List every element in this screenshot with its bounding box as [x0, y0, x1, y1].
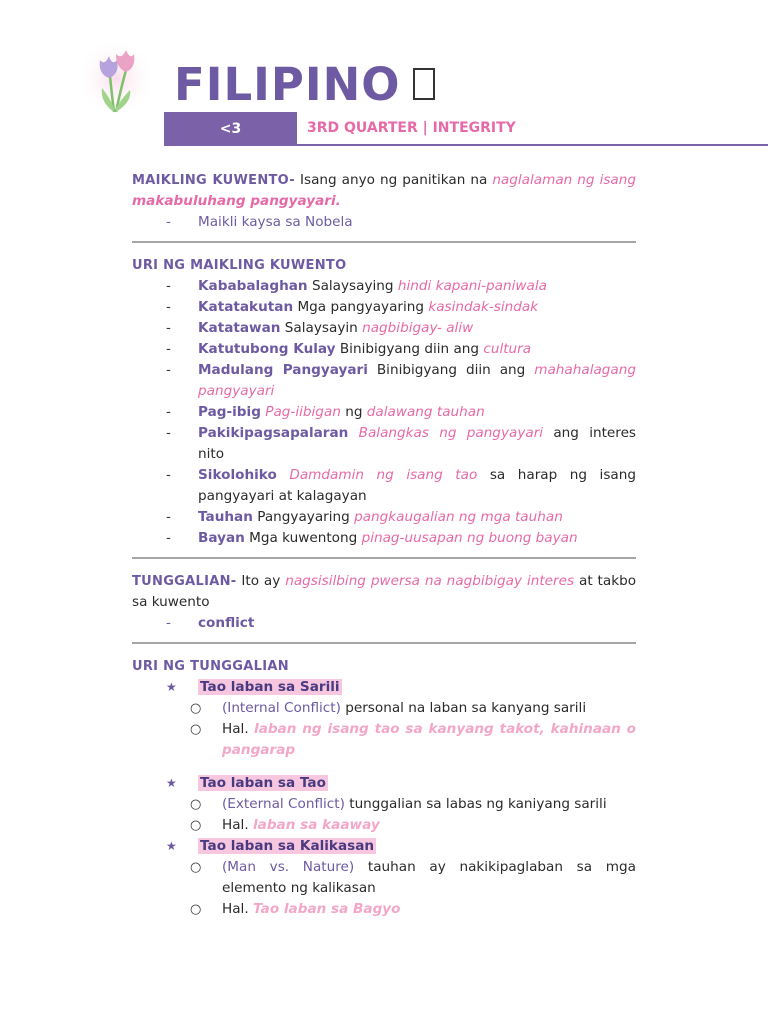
list-item: - conflict [166, 615, 255, 631]
star-icon: ★ [166, 776, 177, 790]
bullet-dash: - [166, 299, 171, 315]
page-header [0, 0, 768, 150]
plain-text: ng [345, 404, 363, 420]
header-band-right: 3RD QUARTER | INTEGRITY [297, 112, 768, 146]
list-item [132, 339, 636, 360]
list-item-text [198, 276, 636, 297]
tunggalian-type-title [198, 773, 636, 794]
list-item [132, 402, 636, 423]
term: Kababalaghan [198, 278, 308, 294]
plain-text: Mga pangyayaring [297, 299, 425, 315]
divider [132, 557, 636, 559]
tunggalian-type [132, 773, 636, 794]
list-item [132, 360, 636, 402]
pink-text: hindi kapani-paniwala [397, 278, 547, 294]
section-heading: URI NG MAIKLING KUWENTO [132, 258, 347, 273]
bullet-dash: - [166, 362, 171, 378]
circle-bullet-icon: ○ [190, 701, 202, 716]
bullet-dash: - [166, 341, 171, 357]
bullet-dash: - [166, 530, 171, 546]
highlight-title: Tao laban sa Tao [200, 775, 326, 791]
list-item-text [198, 465, 636, 507]
pink-text: pangkaugalian ng mga tauhan [354, 509, 563, 525]
star-icon: ★ [166, 839, 177, 853]
conflict-label: (Internal Conflict) [222, 700, 341, 716]
plain-text: sa harap ng isang pangyayari at kalagayan [198, 467, 636, 504]
divider [132, 642, 636, 644]
list-item [132, 318, 636, 339]
term: Pag-ibig [198, 404, 261, 420]
circle-bullet-icon: ○ [190, 860, 202, 875]
uri-tunggalian-list [132, 677, 636, 920]
pink-text: cultura [483, 341, 532, 357]
plain-text: tauhan ay nakikipaglaban sa mga elemento ng kalikasan [222, 859, 636, 896]
plain-text: Binibigyang diin ang [376, 362, 526, 378]
sub-item [132, 698, 636, 719]
pink-text: kasindak-sindak [428, 299, 539, 315]
uri-kuwento-list [132, 276, 636, 549]
pink-text: pinag-uusapan ng buong bayan [361, 530, 578, 546]
term: Katatakutan [198, 299, 294, 315]
list-item-text [198, 507, 636, 528]
circle-bullet-icon: ○ [190, 797, 202, 812]
plain-text: Salaysaying [311, 278, 394, 294]
spacer [132, 761, 636, 773]
bullet-dash: - [166, 509, 171, 525]
missing-glyph-icon [413, 68, 435, 100]
list-item: - Maikli kaysa sa Nobela [166, 214, 353, 230]
circle-bullet-icon: ○ [190, 902, 202, 917]
document-body [132, 170, 636, 920]
circle-bullet-icon: ○ [190, 722, 202, 737]
tunggalian-type [132, 677, 636, 698]
list-item-text [198, 339, 636, 360]
list-item [132, 528, 636, 549]
sub-item [132, 794, 636, 815]
sub-item [132, 815, 636, 836]
term: Bayan [198, 530, 245, 546]
sub-item-text [222, 719, 636, 761]
example-text: laban sa kaaway [252, 817, 380, 833]
hal-label: Hal. [222, 817, 249, 833]
sub-item-text [222, 899, 636, 920]
term: Katutubong Kulay [198, 341, 336, 357]
section-heading: URI NG TUNGGALIAN [132, 659, 289, 674]
plain-text: Salaysayin [284, 320, 358, 336]
term: Pakikipagsapalaran [198, 425, 349, 441]
sub-item-text [222, 698, 636, 719]
bullet-dash: - [166, 278, 171, 294]
star-icon: ★ [166, 680, 177, 694]
header-band-left: <3 [164, 112, 297, 146]
example-text: Tao laban sa Bagyo [252, 901, 401, 917]
list-item-text [198, 297, 636, 318]
list-item-text [198, 528, 636, 549]
list-item [132, 507, 636, 528]
term: Katatawan [198, 320, 281, 336]
list-item-text [198, 402, 636, 423]
list-item-text [198, 318, 636, 339]
plain-text: tunggalian sa labas ng kaniyang sarili [349, 796, 607, 812]
list-item [132, 465, 636, 507]
pink-text: nagbibigay- aliw [362, 320, 474, 336]
pink-text: mahahalagang pangyayari [198, 362, 637, 399]
bullet-dash: - [166, 404, 171, 420]
term: Tauhan [198, 509, 253, 525]
plain-text: ang interes nito [198, 425, 637, 462]
pink-text: dalawang tauhan [366, 404, 485, 420]
sub-item [132, 899, 636, 920]
highlight-title: Tao laban sa Sarili [200, 679, 340, 695]
bullet-dash: - [166, 320, 171, 336]
plain-text: Pangyayaring [257, 509, 350, 525]
list-item-text [198, 360, 636, 402]
hal-label: Hal. [222, 901, 249, 917]
pink-text: Damdamin ng isang tao [289, 467, 478, 483]
pink-text: Balangkas ng pangyayari [358, 425, 544, 441]
highlight-title: Tao laban sa Kalikasan [200, 838, 375, 854]
hal-label: Hal. [222, 721, 249, 737]
list-item [132, 423, 636, 465]
page-title: FILIPINO [174, 56, 435, 114]
sub-item-text [222, 815, 636, 836]
tunggalian-definition: TUNGGALIAN- Ito ay nagsisilbing pwersa na nagbibigay interes at takbo sa kuwento [132, 573, 637, 610]
tulip-flowers-icon [76, 36, 156, 118]
plain-text: Mga kuwentong [249, 530, 358, 546]
sub-item [132, 719, 636, 761]
term: Sikolohiko [198, 467, 277, 483]
plain-text: personal na laban sa kanyang sarili [345, 700, 587, 716]
plain-text: Binibigyang diin ang [339, 341, 480, 357]
list-item-text [198, 423, 636, 465]
divider [132, 241, 636, 243]
example-text: laban ng isang tao sa kanyang takot, kahinaan o pangarap [222, 721, 636, 758]
conflict-label: (External Conflict) [222, 796, 345, 812]
tunggalian-type-title [198, 677, 636, 698]
tunggalian-type-title [198, 836, 636, 857]
list-item [132, 297, 636, 318]
circle-bullet-icon: ○ [190, 818, 202, 833]
maikling-kuwento-definition: MAIKLING KUWENTO- Isang anyo ng panitikan na naglalaman ng isang makabuluhang pangyayari. [132, 172, 637, 209]
bullet-dash: - [166, 467, 171, 483]
conflict-label: (Man vs. Nature) [222, 859, 355, 875]
list-item [132, 276, 636, 297]
sub-item [132, 857, 636, 899]
bullet-dash: - [166, 425, 171, 441]
tunggalian-type [132, 836, 636, 857]
pink-text: Pag-iibigan [265, 404, 341, 420]
term: Madulang Pangyayari [198, 362, 368, 378]
sub-item-text [222, 857, 636, 899]
sub-item-text [222, 794, 636, 815]
